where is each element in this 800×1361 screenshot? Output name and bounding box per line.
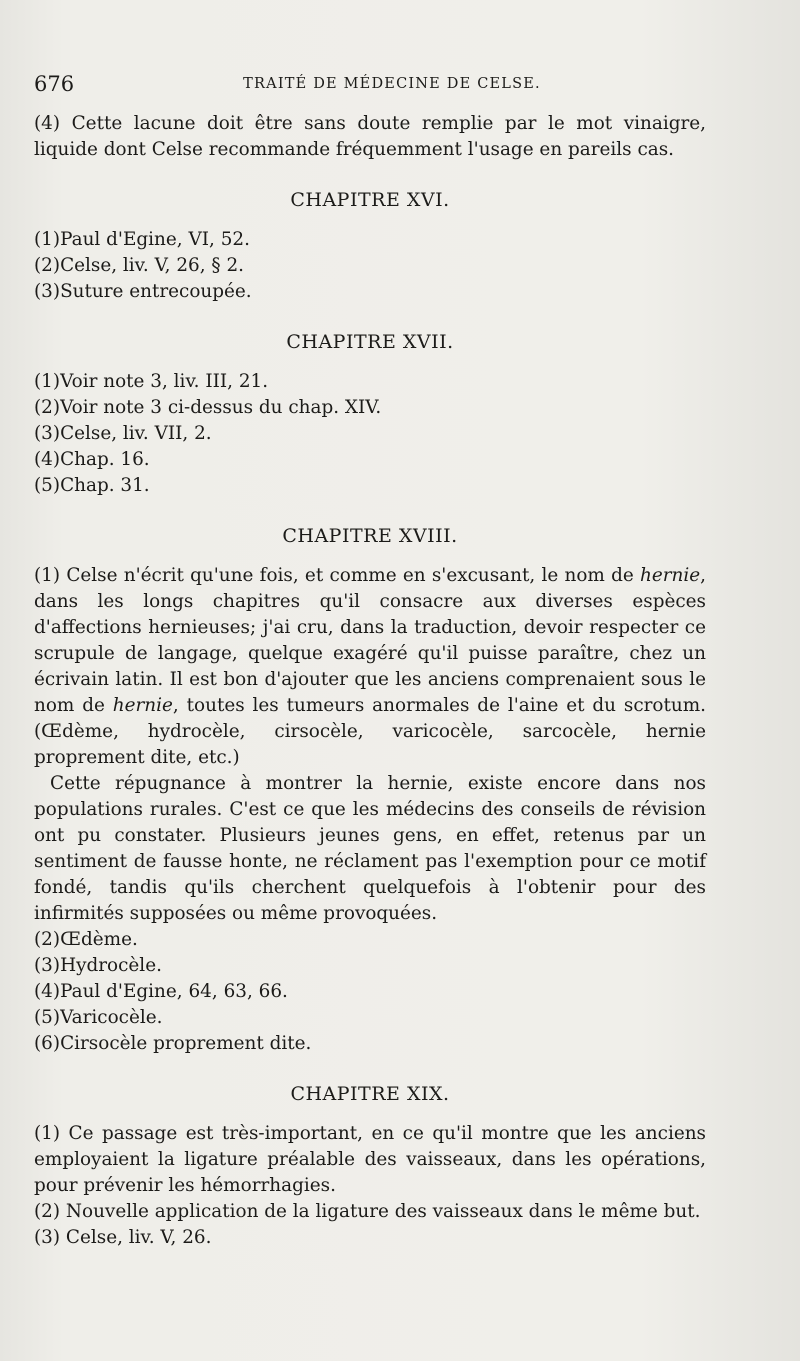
note-text: Celse, liv. V, 26, § 2. [60, 255, 245, 276]
note-number: (3) [34, 281, 61, 302]
note-number: (1) [34, 371, 61, 392]
note-item [34, 1225, 706, 1251]
note-item [34, 253, 706, 279]
note-number: (6) [34, 1033, 61, 1054]
note-item [34, 1005, 706, 1031]
chapter-title-xvii: CHAPITRE XVII. [286, 331, 454, 353]
note-text: Varicocèle. [60, 1007, 163, 1028]
note-number: (3) [34, 955, 61, 976]
note-item [34, 473, 706, 499]
note-text: Celse n'écrit qu'une fois, et comme en s'excusant, le nom de [66, 565, 640, 586]
running-title: TRAITÉ DE MÉDECINE DE CELSE. [243, 76, 541, 92]
chapter-title-xviii: CHAPITRE XVIII. [282, 525, 458, 547]
note-text: Chap. 31. [60, 475, 150, 496]
note-text: Ce passage est très-important, en ce qu'il montre que les anciens employaient la ligature préalable des vaisseaux, dans les opérations, pour prévenir les hémorrhagies. [34, 1123, 706, 1196]
note-number: (5) [34, 475, 61, 496]
italic-term: hernie [112, 695, 173, 716]
page-number: 676 [34, 72, 75, 96]
note-text: Œdème. [60, 929, 138, 950]
note-number: (2) [34, 929, 61, 950]
note-item [34, 927, 706, 953]
note-number: (3) [34, 1227, 61, 1248]
note-text: , toutes les tumeurs anormales de l'aine et du scrotum. (Œdème, hydrocèle, cirsocèle, varicocèle, sarcocèle, hernie proprement dite, etc.) [34, 695, 706, 768]
page-content [34, 111, 706, 1251]
note-paragraph [34, 1121, 706, 1199]
note-item [34, 227, 706, 253]
note-number: (1) [34, 229, 61, 250]
chapter-title-xvi: CHAPITRE XVI. [290, 189, 450, 211]
note-text: Paul d'Egine, 64, 63, 66. [60, 981, 288, 1002]
note-number: (4) [34, 449, 61, 470]
note-text: Voir note 3, liv. III, 21. [60, 371, 269, 392]
chapter-title-xix: CHAPITRE XIX. [290, 1083, 450, 1105]
body-paragraph: Cette répugnance à montrer la hernie, existe encore dans nos populations rurales. C'est ce que les médecins des conseils de révision ont pu constater. Plusieurs jeunes gens, en effet, retenus par un sentiment de fausse honte, ne réclament pas l'exemption pour ce motif fondé, tandis qu'ils cherchent quelquefois à l'obtenir pour des infirmités supposées ou même provoquées. [34, 773, 706, 924]
note-text: Nouvelle application de la ligature des vaisseaux dans le même but. [65, 1201, 701, 1222]
note-item [34, 953, 706, 979]
note-item [34, 369, 706, 395]
note-text: Paul d'Egine, VI, 52. [60, 229, 250, 250]
note-item [34, 447, 706, 473]
note-item [34, 279, 706, 305]
note-number: (2) [34, 1201, 61, 1222]
note-number: (1) [34, 565, 61, 586]
note-text: , dans les longs chapitres qu'il consacre aux diverses espèces d'affections hernieuses; j'ai cru, dans la traduction, devoir respecter ce scrupule de langage, quelque exagéré qu'il puisse paraître, chez un écrivain latin. Il est bon d'ajouter que les anciens comprenaient sous le nom de [34, 565, 706, 716]
note-number: (3) [34, 423, 61, 444]
intro-note [34, 111, 706, 163]
note-text: Celse, liv. VII, 2. [60, 423, 212, 444]
note-item [34, 395, 706, 421]
note-text: Hydrocèle. [60, 955, 162, 976]
note-text: Suture entrecoupée. [60, 281, 252, 302]
note-item [34, 421, 706, 447]
note-item [34, 1031, 706, 1057]
note-text: Voir note 3 ci-dessus du chap. XIV. [60, 397, 382, 418]
page-header [34, 72, 714, 100]
note-text: Cette lacune doit être sans doute remplie par le mot vinaigre, liquide dont Celse recommande fréquemment l'usage en pareils cas. [34, 113, 706, 160]
note-item [34, 1199, 706, 1225]
note-paragraph [34, 563, 706, 771]
note-number: (2) [34, 255, 61, 276]
italic-term: hernie [640, 565, 701, 586]
note-number: (5) [34, 1007, 61, 1028]
note-number: (4) [34, 113, 61, 134]
note-number: (4) [34, 981, 61, 1002]
note-number: (2) [34, 397, 61, 418]
note-item [34, 979, 706, 1005]
note-number: (1) [34, 1123, 61, 1144]
note-text: Celse, liv. V, 26. [65, 1227, 212, 1248]
note-text: Chap. 16. [60, 449, 150, 470]
note-text: Cirsocèle proprement dite. [60, 1033, 312, 1054]
